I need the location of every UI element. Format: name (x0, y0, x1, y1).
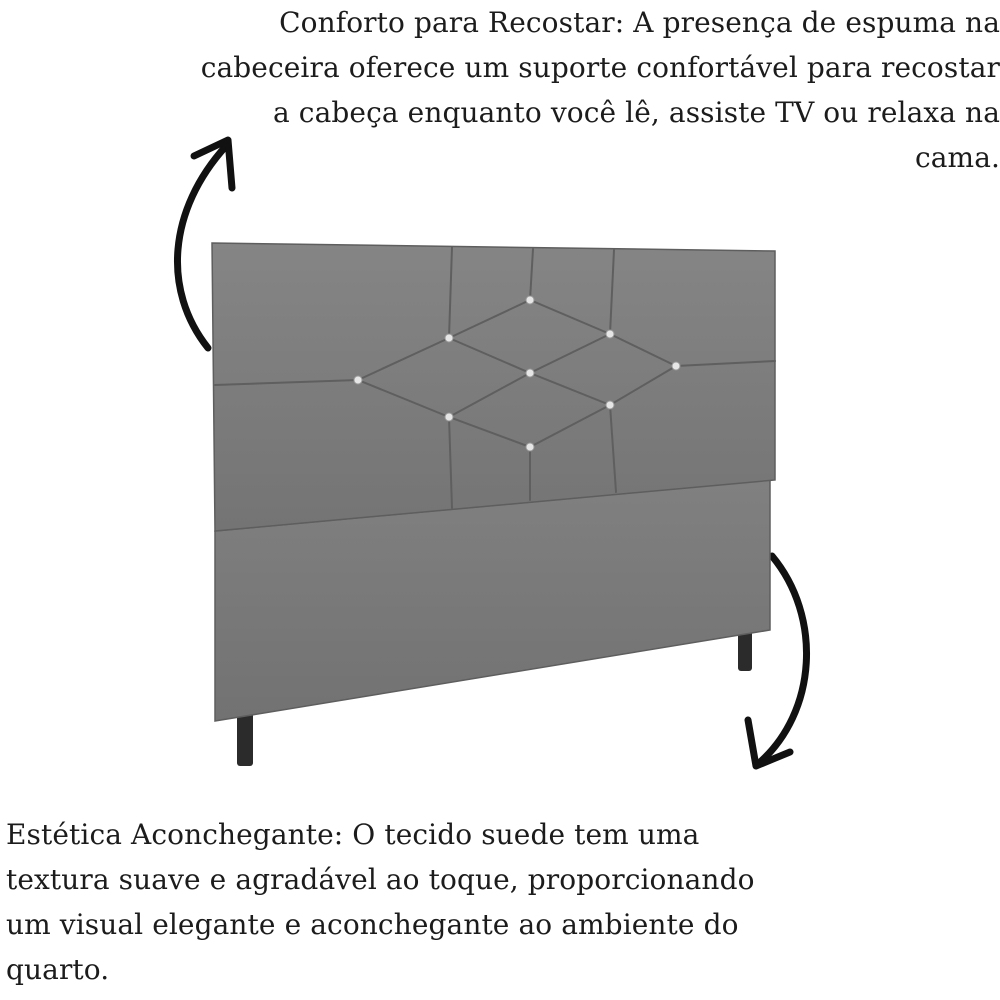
tufting-button (606, 330, 614, 338)
tufting-button (354, 376, 362, 384)
tufting-button (526, 296, 534, 304)
tufting-button (526, 369, 534, 377)
tufting-button (445, 413, 453, 421)
tufting-button (672, 362, 680, 370)
headboard-leg-left (237, 712, 253, 766)
aesthetic-caption: Estética Aconchegante: O tecido suede tem uma textura suave e agradável ao toque, proporcionando um visual elegante e aconchegante ao ambiente do quarto. (6, 818, 755, 986)
headboard-upper-panel (212, 243, 775, 531)
tufting-button (606, 401, 614, 409)
comfort-caption: Conforto para Recostar: A presença de espuma na cabeceira oferece um suporte confortável para recostar a cabeça enquanto você lê, assiste TV ou relaxa na cama. (200, 6, 1000, 174)
tufting-button (526, 443, 534, 451)
tufting-button (445, 334, 453, 342)
